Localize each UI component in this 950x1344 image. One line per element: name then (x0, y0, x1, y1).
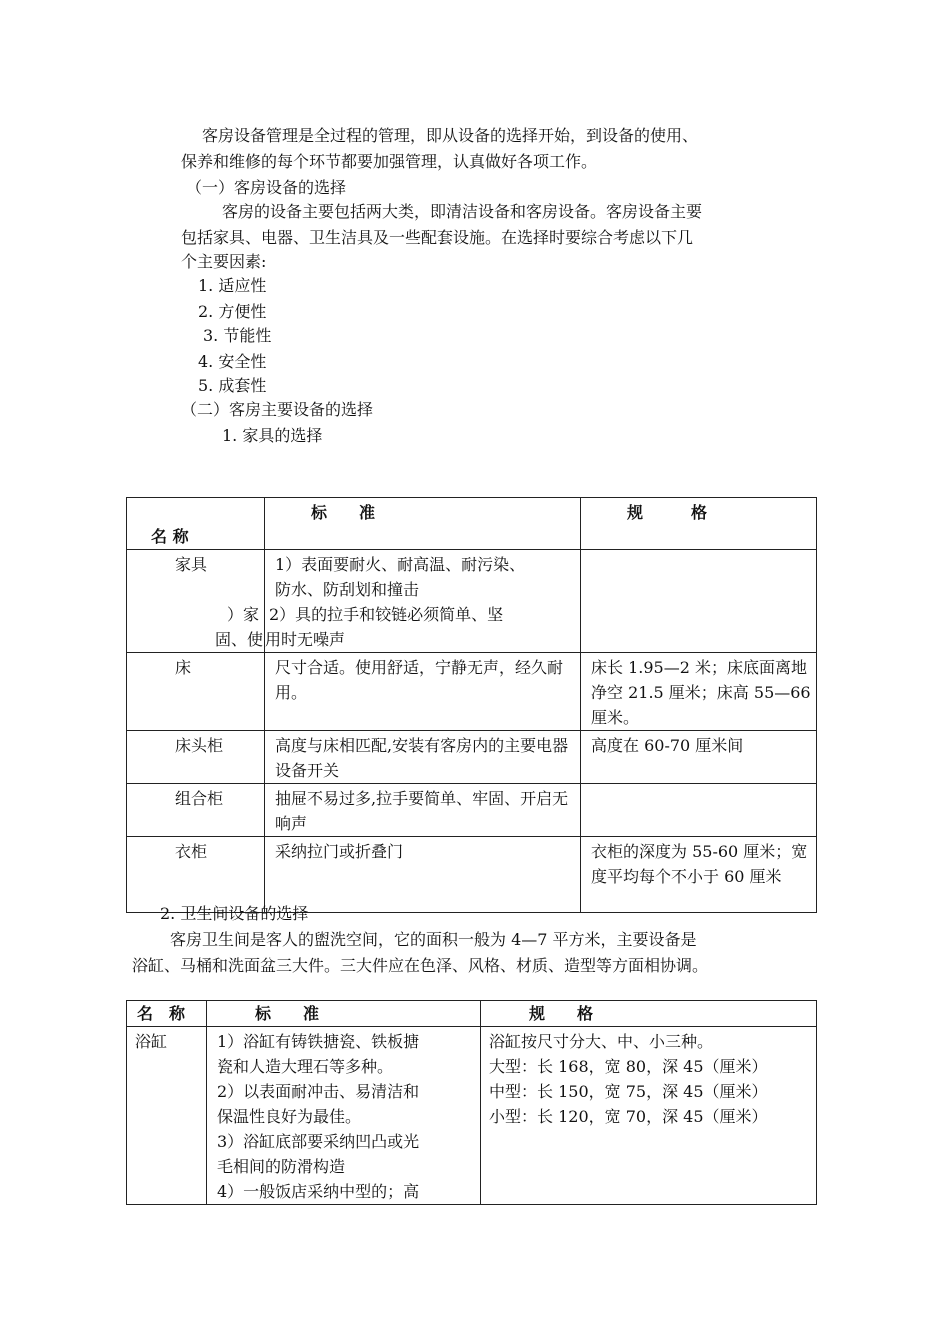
row-spec-line: 中型：长 150，宽 75，深 45（厘米） (489, 1082, 768, 1101)
table2-header-spec-cell (481, 1001, 817, 1027)
table2-header-name: 名 称 (137, 1004, 186, 1023)
row-spec: 床长 1.95—2 米；床底面离地净空 21.5 厘米；床高 55—66 厘米。 (591, 658, 811, 727)
table-row (127, 731, 817, 784)
row-standard-line: 3）浴缸底部要采纳凹凸或光 (217, 1132, 420, 1151)
table1-standard-cell (265, 550, 581, 653)
row-standard-line: 2）具的拉手和铰链必须简单、坚 (269, 605, 504, 624)
section1-para-line-3: 个主要因素: (181, 252, 267, 271)
row-name: 家具 (175, 555, 208, 574)
table-row (127, 784, 817, 837)
table1-header-standard-cell (265, 498, 581, 550)
table1-standard-cell (265, 784, 581, 837)
table1-header-spec: 规 格 (627, 503, 708, 522)
section1-para-line-2: 包括家具、电器、卫生洁具及一些配套设施。在选择时要综合考虑以下几 (181, 228, 694, 247)
table1-spec-cell (581, 784, 817, 837)
table1-name-cell (127, 653, 265, 731)
row-standard: 高度与床相匹配,安装有客房内的主要电器设备开关 (275, 736, 569, 780)
row-standard-line: 1）浴缸有铸铁搪瓷、铁板搪 (217, 1032, 420, 1051)
table1-name-cell (127, 550, 265, 653)
row-standard-line: 保温性良好为最佳。 (217, 1107, 362, 1126)
factor-item: 5. 成套性 (198, 376, 267, 395)
table1-spec-cell (581, 550, 817, 653)
row-spec-line: 浴缸按尺寸分大、中、小三种。 (489, 1032, 714, 1051)
row-standard-line: 瓷和人造大理石等多种。 (217, 1057, 394, 1076)
overlap-text: 固、使 (215, 630, 264, 649)
table1-spec-cell (581, 731, 817, 784)
row-name: 床头柜 (175, 736, 224, 755)
row-spec: 衣柜的深度为 55-60 厘米；宽度平均每个不小于 60 厘米 (591, 842, 808, 886)
table1-header-standard: 标 准 (311, 503, 376, 522)
table1-spec-cell (581, 653, 817, 731)
table2-standard-cell (207, 1027, 481, 1205)
table1-standard-cell (265, 731, 581, 784)
row-standard-line: 用时无噪声 (265, 630, 346, 649)
row-standard-line: 4）一般饭店采纳中型的；高 (217, 1182, 420, 1201)
table1-header-name-cell (127, 498, 265, 550)
factor-item: 4. 安全性 (198, 352, 267, 371)
overlap-text: ）家 (227, 605, 260, 624)
furniture-table (126, 497, 817, 913)
table1-name-cell (127, 784, 265, 837)
factor-item: 2. 方便性 (198, 302, 267, 321)
factor-item: 3. 节能性 (203, 326, 272, 345)
row-spec (581, 550, 816, 552)
row-spec (581, 784, 816, 786)
row-spec-line: 小型：长 120，宽 70，深 45（厘米） (489, 1107, 768, 1126)
intro-line-2: 保养和维修的每个环节都要加强管理，认真做好各项工作。 (181, 152, 598, 171)
table2-spec-cell (481, 1027, 817, 1205)
table2-name-cell (127, 1027, 207, 1205)
table2-header-spec: 规 格 (529, 1004, 594, 1023)
table2-header-name-cell (127, 1001, 207, 1027)
row-standard: 采纳拉门或折叠门 (275, 842, 404, 861)
table1-name-cell (127, 731, 265, 784)
row-standard-line: 1）表面要耐火、耐高温、耐污染、 (275, 555, 526, 574)
section2-sub1: 1. 家具的选择 (222, 426, 323, 445)
section1-para-line-1: 客房的设备主要包括两大类，即清洁设备和客房设备。客房设备主要 (222, 202, 703, 221)
table1-standard-cell (265, 653, 581, 731)
section1-heading: （一）客房设备的选择 (186, 178, 347, 197)
table2-header-standard: 标 准 (255, 1004, 320, 1023)
row-spec: 高度在 60-70 厘米间 (591, 736, 744, 755)
row-standard: 尺寸合适。使用舒适，宁静无声，经久耐用。 (275, 658, 564, 702)
row-standard: 抽屉不易过多,拉手要简单、牢固、开启无响声 (275, 789, 569, 833)
row-standard-line: 防水、防刮划和撞击 (275, 580, 420, 599)
table1-standard-cell (265, 837, 581, 913)
bathroom-table (126, 1000, 817, 1205)
row-name: 组合柜 (175, 789, 224, 808)
row-standard-line: 2）以表面耐冲击、易清洁和 (217, 1082, 420, 1101)
intro-line-1: 客房设备管理是全过程的管理，即从设备的选择开始，到设备的使用、 (202, 126, 699, 145)
table1-header-spec-cell (581, 498, 817, 550)
section2-sub2: 2. 卫生间设备的选择 (160, 904, 309, 923)
section2-heading: （二）客房主要设备的选择 (181, 400, 374, 419)
row-name: 衣柜 (175, 842, 208, 861)
table-row (127, 550, 817, 653)
table-row (127, 1027, 817, 1205)
table2-header-standard-cell (207, 1001, 481, 1027)
table-row (127, 653, 817, 731)
row-name: 床 (175, 658, 192, 677)
row-name: 浴缸 (135, 1032, 168, 1051)
table1-header-name: 名 称 (151, 527, 189, 546)
bath-para-line-2: 浴缸、马桶和洗面盆三大件。三大件应在色泽、风格、材质、造型等方面相协调。 (132, 956, 709, 975)
row-standard-line: 毛相间的防滑构造 (217, 1157, 346, 1176)
bath-para-line-1: 客房卫生间是客人的盥洗空间，它的面积一般为 4—7 平方米，主要设备是 (170, 930, 697, 949)
table1-spec-cell (581, 837, 817, 913)
factor-item: 1. 适应性 (198, 276, 267, 295)
row-spec-line: 大型：长 168，宽 80，深 45（厘米） (489, 1057, 768, 1076)
